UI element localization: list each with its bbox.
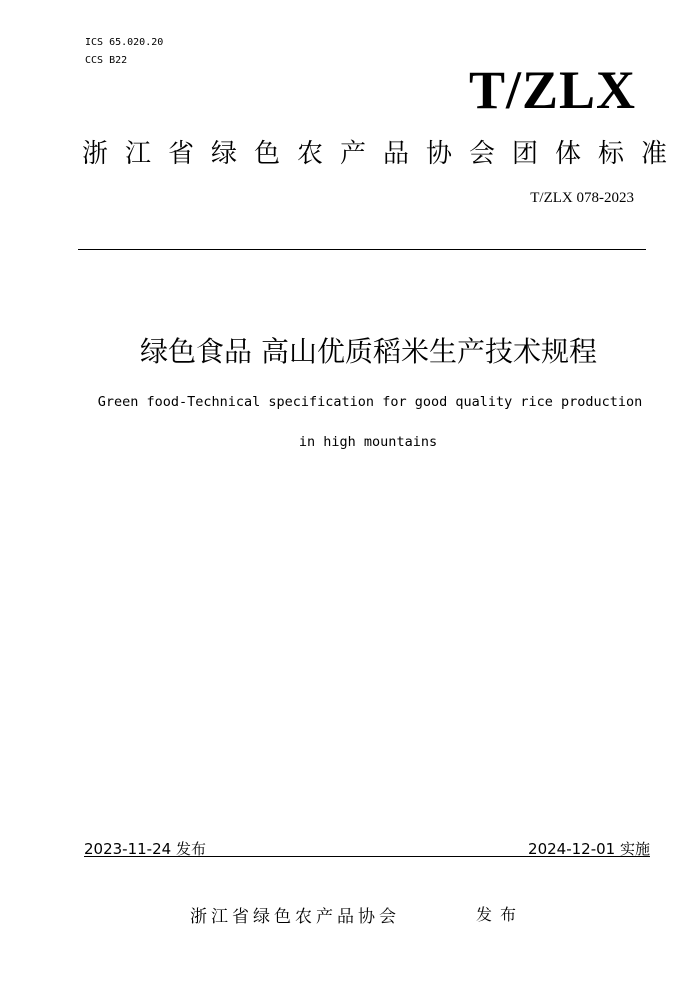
publish-date: 2023-11-24 发布	[84, 840, 206, 858]
standard-number: T/ZLX 078-2023	[530, 190, 634, 206]
document-title-chinese: 绿色食品 高山优质稻米生产技术规程	[140, 335, 597, 368]
footer-divider	[84, 856, 650, 857]
ccs-code: CCS B22	[85, 55, 128, 66]
document-title-english-line-2: in high mountains	[298, 434, 438, 450]
header-divider	[78, 249, 646, 250]
issuing-organization-title: 浙江省绿色农产品协会团体标准	[82, 139, 685, 169]
publish-label: 发布	[476, 905, 525, 924]
document-title-english-line-1: Green food-Technical specification for good quality rice production	[97, 394, 643, 410]
standard-logo: T/ZLX	[468, 60, 636, 120]
ics-code: ICS 65.020.20	[85, 37, 164, 48]
publisher-organization: 浙江省绿色农产品协会	[190, 907, 400, 927]
implementation-date: 2024-12-01 实施	[528, 840, 650, 858]
